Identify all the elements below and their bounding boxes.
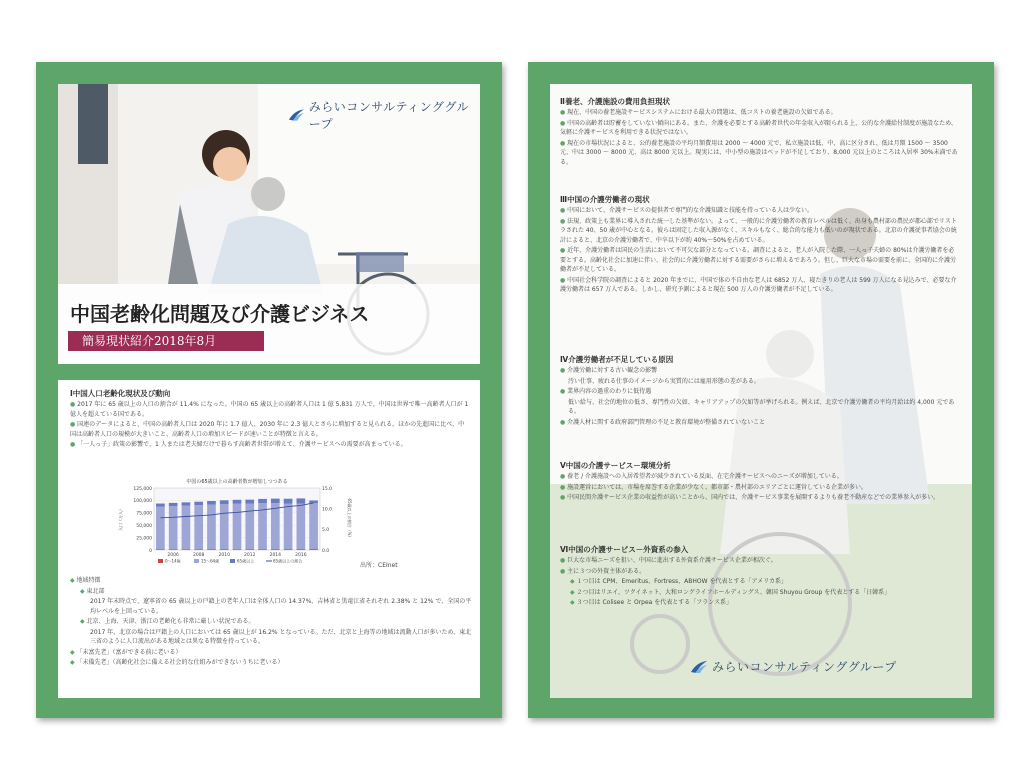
bar-65歳以上-2012 [245,500,254,504]
x-tick-label: 2014 [269,553,282,558]
x-tick-label: 2012 [244,553,256,558]
bar-15～64歳-2009 [207,505,216,550]
section6-text [560,556,960,609]
bar-0～14歳-2017 [309,549,318,550]
region-2-head: ◆ 北京、上海、天津、浙江の老齢化も非常に厳しい状況である。 [80,618,255,625]
bar-0～14歳-2009 [207,549,216,550]
bar-65歳以上-2007 [182,502,191,505]
section2-title: Ⅱ養老、介護施設の費用負担現状 [560,97,670,106]
brochure-title: 中国老齢化問題及び介護ビジネス [70,302,370,326]
bar-15～64歳-2015 [284,504,293,550]
region-1-head: ◆ 東北部 [80,587,105,595]
x-tick-label: 2010 [218,553,230,558]
chart-title: 中国の65歳以上の高齢者数が増加しつつある [186,479,288,485]
bar-15～64歳-2007 [182,506,191,550]
y2-tick-label: 5.0 [322,528,330,534]
s3-bullet-4: ● 中国社会科学院の調査によると 2020 年までに、中国で体の不自由な老人は 6852 万人、寝たきりの老人は 599 万人になる見込みで、必要な介護労働者は 657 万人である。しかし、研究予測によると現在 500 万人の介護労働者が不足している。 [560,276,957,293]
y-tick-label: 25,000 [136,536,152,542]
legend-swatch [194,559,199,563]
tail-bullet-1: ◆ 「未富先老」（富ができる前に老いる） [70,648,182,656]
section5-text [560,472,960,504]
brand-logo-footer [690,658,897,675]
x-tick-label: 2006 [167,553,179,558]
bar-0～14歳-2016 [297,549,306,550]
bar-0～14歳-2013 [258,549,267,550]
y-tick-label: 75,000 [136,511,152,517]
legend-label: 0～14歳 [165,558,181,564]
s6-bullet-1: ● 巨大な市場ニーズを狙い、中国に進出する外資系介護サービス企業が相次ぐ。 [560,557,777,564]
region-title: ◆ 地域特徴 [70,577,101,584]
brochure-page-1 [36,62,502,718]
y-tick-label: 0 [149,548,152,554]
section4-title: Ⅳ介護労働者が不足している原因 [560,355,674,364]
s5-bullet-1: ● 養老 / 介護施設への入居希望者が減少されている反面、在宅介護サービスへのニーズが増加している。 [560,473,843,480]
brochure-subtitle: 簡易現状紹介2018年8月 [68,331,264,351]
bar-65歳以上-2008 [194,502,203,505]
s4-bullet-3: ● 介護人材に関する政府部門管理の不足と教育環境が整備されていないこと [560,418,766,426]
s2-bullet-2: ● 中国の高齢者は貯蓄をしていない傾向にある。また、介護を必要とする高齢者世代の年金収入が限られる上、公的な介護給付制度が施設なため、気軽に介護サービスを利用できる状況ではない。 [560,119,957,136]
bar-65歳以上-2011 [233,500,242,504]
section1-text [70,400,470,451]
brand-logo [288,98,480,132]
bar-65歳以上-2010 [220,500,229,504]
bar-65歳以上-2014 [271,499,280,503]
bar-0～14歳-2012 [245,549,254,550]
y2-tick-label: 10.0 [322,507,333,513]
bar-65歳以上-2016 [297,498,306,503]
bar-0～14歳-2008 [194,549,203,550]
section4-text [560,366,960,428]
page1-body [58,380,480,698]
x-tick-label: 2016 [295,553,307,558]
s4-bullet-1-text: 汚い仕事、疲れる仕事のイメージから実質的には雇用形態の差がある。 [568,377,760,385]
bar-0～14歳-2014 [271,549,280,550]
legend-label: 15～64歳 [201,558,220,564]
logo-text: みらいコンサルティンググループ [308,100,470,131]
bar-15～64歳-2005 [156,507,165,550]
y-axis-label: 人口（万人） [118,507,123,531]
region-section [70,576,474,669]
y2-axis-label: 65歳以上の割合（%） [347,498,352,540]
bar-15～64歳-2014 [271,503,280,549]
brochure-page-2 [528,62,994,718]
legend-label: 65歳以上の割合 [273,558,303,564]
page2-body [550,84,972,698]
s3-bullet-1: ● 中国において、介護サービスの提供者で専門的な介護知識と技能を持っている人は少ない。 [560,207,814,214]
bullet-3: ● 「一人っ子」政策の影響で、1 人または老夫婦だけで暮らす高齢者世帯が増えて、介護サービスへの需要が高まっている。 [70,441,407,448]
region-1-text: 2017 年末時点で、遼寧省の 65 歳以上の戸籍上の老年人口は全体人口の 14.37%、吉林省と黒竜江省それぞれ 2.38% と 12% で、全国の平均レベルを上回っている。 [90,598,472,615]
elderly-population-chart [116,476,360,566]
bullet-2: ● 国連のデータによると、中国の高齢者人口は 2020 年に 1.7 億人、2030 年に 2.3 億人とさらに増加すると見られる。ほかの先進国に比べ、中国は高齢者人口の規模が大きいこと、高齢者人口の増加スピードが速いことが特徴と言える。 [70,421,465,438]
y2-tick-label: 0.0 [322,548,330,554]
bar-0～14歳-2006 [169,549,178,550]
y2-tick-label: 15.0 [322,486,333,492]
legend-swatch [158,559,163,563]
legend-label: 65歳以上 [237,558,255,564]
s4-bullet-2: ● 業界内容の過重のわりに低待遇 [560,388,652,395]
bar-15～64歳-2017 [309,503,318,549]
s6-sub-2: ◆ ２つ目はリエイ、ツクイネット、大和ロングライフホールディングス、韓国 Shuyou Group を代表とする「日韓系」 [570,588,891,596]
s2-bullet-1: ● 現在、中国の養老施設サービスシステムにおける最大の問題は、低コストの養老施設の欠如である。 [560,109,837,116]
chart-source: 出所：CEInet [360,562,398,569]
logo-mark-icon [690,660,708,674]
bar-15～64歳-2006 [169,506,178,549]
y-tick-label: 100,000 [133,499,152,505]
s4-bullet-2-text: 低い給与、社会的地位の低さ、専門性の欠如、キャリアアップの欠如等が挙げられる。例えば、北京で介護労働者の平均月給は約 4,000 元である。 [568,398,955,415]
s6-sub-3: ◆ ３つ目は Colisee と Orpea を代表とする「フランス系」 [570,599,733,606]
hero-section [58,84,480,364]
bar-65歳以上-2013 [258,499,267,503]
bullet-1: ● 2017 年に 65 歳以上の人口の割合が 11.4% になった。中国の 65 歳以上の高齢者人口は 1 億 5,831 万人で、中国は世界で唯一高齢者人口が 1 億人を超えている国である。 [70,401,469,418]
s6-bullet-2: ● 主に３つの外資主体がある。 [560,567,646,575]
bar-15～64歳-2011 [233,504,242,550]
s3-bullet-2: ● 法規、政策上も業界に導入された統一した基準がない。よって、一般的に介護労働者の教育レベルは低く、出身も農村部の農民が都心部でリストラされた 40、50 歳が中心となる。彼らは固定した収入源がなく、スキルもなく、総合的な能力も低いのが現状である。北京の介護従事者協会の統計によると、北京の介護労働者で、中卒以下が約 40%～50%を占めている。 [560,217,957,244]
y-tick-label: 125,000 [133,486,152,492]
bar-0～14歳-2010 [220,549,229,550]
section3-text [560,206,960,296]
s4-bullet-1: ● 介護労働に対する古い観念の影響 [560,367,658,374]
bar-65歳以上-2009 [207,501,216,505]
bar-0～14歳-2011 [233,549,242,550]
tail-bullet-2: ◆ 「未備先老」（高齢化社会に備える社会的な仕組みができないうちに老いる） [70,659,284,666]
x-tick-label: 2008 [192,553,205,558]
section2-text [560,108,960,168]
bar-65歳以上-2017 [309,500,318,502]
bar-65歳以上-2015 [284,499,293,504]
region-2-text: 2017 年、北京の場合は戸籍上の人口においては 65 歳以上が 16.2% となっている。ただ、北京と上海等の地域は流動人口が多いため、東北三省のように人口流出がある地域とは異なる特徴を持っている。 [90,628,472,645]
section5-title: Ⅴ中国の介護サービス－環境分析 [560,461,671,470]
s5-bullet-2: ● 施設運営においては、市場を席巻する企業が少なく、都市部・農村部のエリアごとに運営している企業が多い。 [560,483,868,491]
bar-15～64歳-2016 [297,504,306,550]
section1-title: Ⅰ中国人口老齢化現状及び動向 [70,389,171,398]
section3-title: Ⅲ中国の介護労働者の現状 [560,195,650,204]
logo-text: みらいコンサルティンググループ [712,660,897,674]
s6-sub-1: ◆ １つ目は CPM、Emeritus、Fortress、ABHOW を代表とする「アメリカ系」 [570,578,788,585]
s2-bullet-3: ● 現在の市場状況によると、公的養老施設の平均月額費用は 2000 ～ 4000 元で、私立施設は低、中、高に区分され、低は月額 1500 ～ 3500 元、中は 3000 ～ 8000 元、高は 8000 元以上。現実には、中小型の施設はベッドが不足しており、8,000 元以上のところは入居率 30%未満である。 [560,139,958,166]
bar-0～14歳-2007 [182,549,191,550]
legend-swatch [230,559,235,563]
bar-65歳以上-2006 [169,503,178,506]
bar-15～64歳-2010 [220,504,229,549]
s3-bullet-3: ● 近年、介護労働者は国民の生活において不可欠な部分となっている。調査によると、老人が入院した際、一人っ子夫婦の 80%は介護労働者を必要とする。高齢化社会に加速に伴い、社会的に介護労働者に対する需要がさらに増えるであろう。但し、巨大な市場の需要を前に、全国的に介護労働者が不足している。 [560,247,956,273]
section6-title: Ⅵ中国の介護サービス－外資系の参入 [560,545,689,554]
bar-0～14歳-2015 [284,549,293,550]
bar-15～64歳-2008 [194,505,203,549]
bar-0～14歳-2005 [156,549,165,550]
bar-65歳以上-2005 [156,504,165,507]
y-tick-label: 50,000 [136,524,152,529]
logo-mark-icon [288,108,305,122]
s5-bullet-3: ● 中国民間介護サービス企業の収益性が高いことから、国内では、介護サービス事業を展開するよりも養老不動産などでの業界参入が多い。 [560,494,940,501]
